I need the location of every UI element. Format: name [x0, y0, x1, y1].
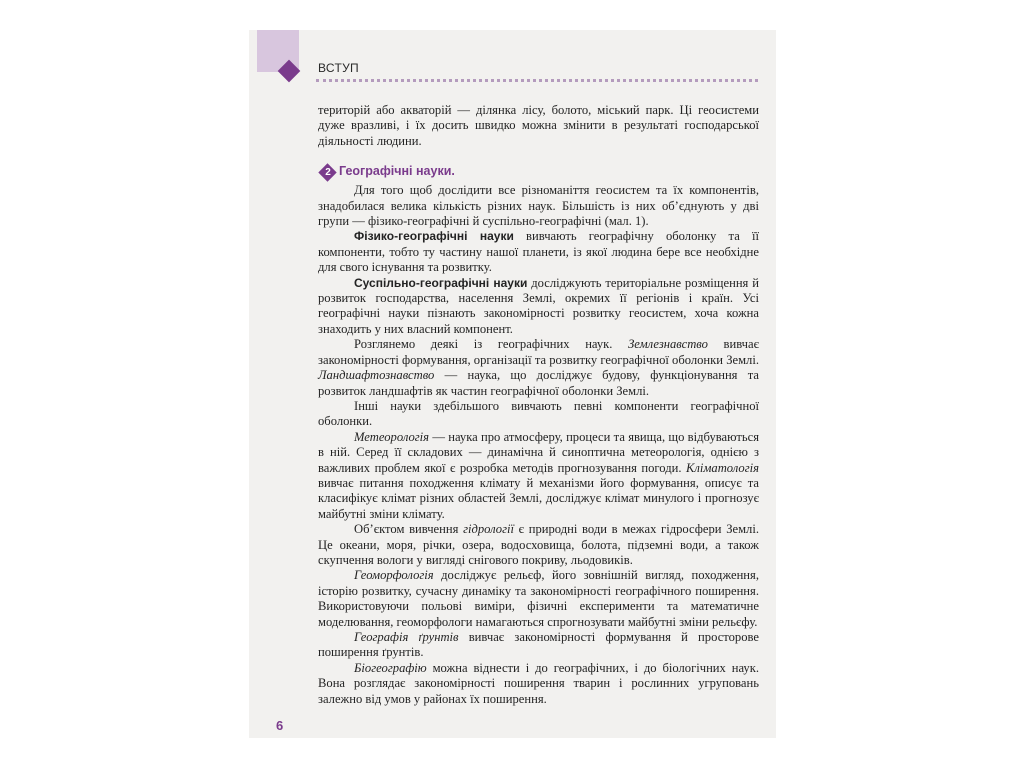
term-biogeography: Біогеографію [354, 660, 427, 675]
paragraph-text: є природні води в межах гідросфери Землі. Це океани, моря, річки, озера, водосховища, болота, підземні води, а також скупчення вологи у вигляді снігового покриву, льодовиків. [318, 522, 759, 567]
paragraph-text: досліджує рельєф, його зовнішній вигляд, походження, історію розвитку, сучасну динаміку та закономірності географічного поширення. Використовуючи польові виміри, фізичні експерименти та математичне моделювання, геоморфологи намагаються спрогнозувати майбутні зміни рельєфу. [318, 568, 759, 629]
paragraph-text: — наука про атмосферу, процеси та явища, що відбуваються в ній. Серед її складових — динамічна й синоптична метеорологія, однією з важливих проблем якої є розробка методів прогнозування погоди. [318, 429, 759, 475]
paragraph-hydrology [318, 522, 759, 568]
term-hydrology: гідрології [463, 522, 514, 537]
section-number: 2 [325, 167, 331, 179]
paragraph-text: можна віднести і до географічних, і до біологічних наук. Вона розглядає закономірності поширення тварин і рослинних угруповань залежно від умов у районах їх поширення. [318, 660, 759, 706]
book-page [249, 30, 776, 738]
paragraph-text: вивчають географічну оболонку та її компоненти, тобто ту частину нашої планети, із якої людина бере все необхідне для свого існування та розвитку. [318, 229, 759, 275]
term-social-geography: Суспільно-географічні науки [354, 275, 528, 290]
paragraph-meteorology [318, 430, 759, 522]
paragraph-physical-geography [318, 229, 759, 275]
term-soil-geography: Географія ґрунтів [354, 630, 459, 644]
paragraph-text: вивчає закономірності формування й просторове поширення ґрунтів. [318, 630, 759, 660]
section-title: Географічні науки. [339, 164, 455, 179]
term-landscape-science: Ландшафтознавство [318, 368, 435, 383]
paragraph-text: — наука, що досліджує будову, функціонування та розвиток ландшафтів як частин географічної оболонки Землі. [318, 368, 759, 398]
paragraph-groups: Для того щоб дослідити все різноманіття геосистем та їх компонентів, знадобилася велика кількість різних наук. Більшість із них об’єднують у дві групи — фізико-географічні й суспільно-географічні (мал. 1). [318, 183, 759, 229]
paragraph-text: вивчає закономірності формування, організації та розвитку географічної оболонки Землі. [318, 337, 759, 367]
paragraph-text: вивчає питання походження клімату й механізми його формування, описує та класифікує клімат різних областей Землі, досліджує клімат минулого і прогнозує майбутні зміни клімату. [318, 475, 759, 521]
term-geomorphology: Геоморфологія [354, 568, 434, 583]
running-header: ВСТУП [318, 61, 359, 75]
paragraph-text: досліджують територіальне розміщення й розвиток господарства, населення Землі, окремих її регіонів і країн. Усі географічні науки пізнають закономірності розвитку геосистем, хоча кожна знаходить у них власний компонент. [318, 275, 759, 336]
paragraph-social-geography [318, 276, 759, 338]
intro-paragraph: територій або акваторій — ділянка лісу, болото, міський парк. Ці геосистеми дуже вразливі, і їх досить швидко можна змінити в результаті господарської діяльності людини. [318, 103, 759, 148]
body-text [318, 103, 759, 707]
paragraph-text: Розглянемо деякі із географічних наук. [354, 337, 629, 352]
paragraph-biogeography [318, 661, 759, 707]
term-physical-geography: Фізико-географічні науки [354, 229, 514, 244]
header-divider [316, 79, 758, 82]
section-heading [318, 164, 759, 182]
paragraph-geomorphology [318, 568, 759, 630]
page-number: 6 [276, 718, 284, 733]
term-earth-science: Землезнавство [628, 337, 708, 352]
term-climatology: Кліматологія [686, 460, 759, 475]
paragraph-text: Об’єктом вивчення [354, 522, 464, 537]
paragraph-soil-geography [318, 630, 759, 661]
paragraph-earth-science [318, 337, 759, 399]
term-meteorology: Метеорологія [354, 429, 430, 444]
paragraph-other-sciences: Інші науки здебільшого вивчають певні компоненти географічної оболонки. [318, 398, 759, 429]
